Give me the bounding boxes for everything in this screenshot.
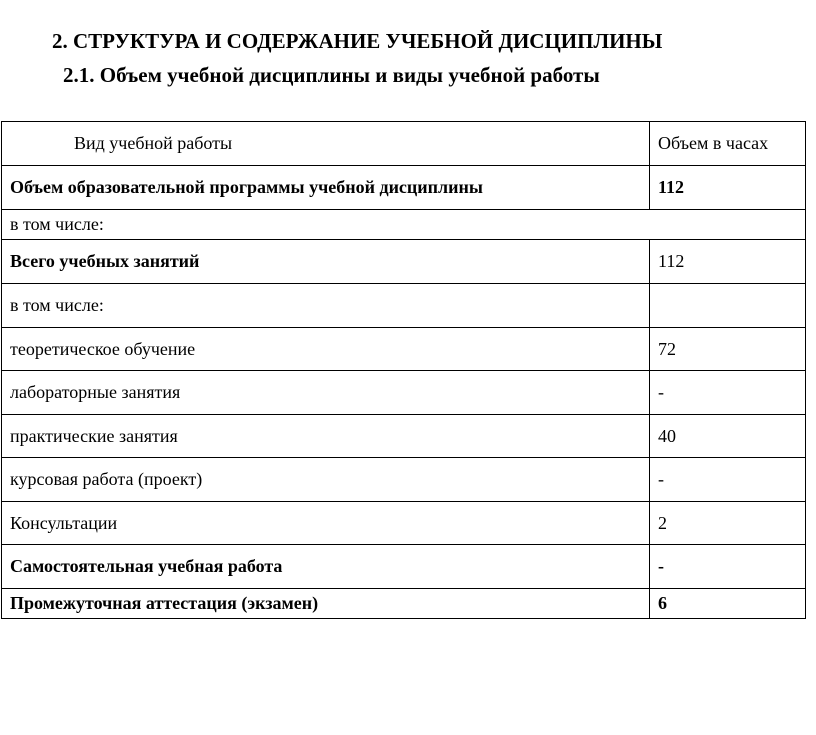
row-label: Самостоятельная учебная работа xyxy=(2,545,650,589)
table-row xyxy=(2,545,806,589)
row-value: 72 xyxy=(650,328,806,371)
row-label: Всего учебных занятий xyxy=(2,240,650,284)
table-row xyxy=(2,415,806,458)
row-value: 6 xyxy=(650,589,806,619)
table-row xyxy=(2,458,806,502)
row-value: - xyxy=(650,458,806,502)
row-value: - xyxy=(650,545,806,589)
row-label: Объем образовательной программы учебной дисциплины xyxy=(2,166,650,210)
table-row xyxy=(2,210,806,240)
column-header-work-type: Вид учебной работы xyxy=(2,122,650,166)
section-title: 2. СТРУКТУРА И СОДЕРЖАНИЕ УЧЕБНОЙ ДИСЦИПЛИНЫ xyxy=(52,29,663,53)
row-value: 2 xyxy=(650,502,806,545)
row-label: в том числе: xyxy=(2,284,650,328)
table-header-row xyxy=(2,122,806,166)
row-value: 112 xyxy=(650,166,806,210)
workload-table xyxy=(1,121,806,619)
table-row xyxy=(2,240,806,284)
row-label: лабораторные занятия xyxy=(2,371,650,415)
row-value xyxy=(650,284,806,328)
row-value: - xyxy=(650,371,806,415)
row-label: практические занятия xyxy=(2,415,650,458)
row-label: в том числе: xyxy=(2,210,806,240)
row-label: теоретическое обучение xyxy=(2,328,650,371)
table-row xyxy=(2,589,806,619)
table-row xyxy=(2,166,806,210)
table-row xyxy=(2,371,806,415)
row-label: курсовая работа (проект) xyxy=(2,458,650,502)
row-value: 40 xyxy=(650,415,806,458)
row-value: 112 xyxy=(650,240,806,284)
subsection-title: 2.1. Объем учебной дисциплины и виды учебной работы xyxy=(63,63,600,87)
column-header-hours: Объем в часах xyxy=(650,122,806,166)
table-row xyxy=(2,328,806,371)
table-row xyxy=(2,502,806,545)
table-row xyxy=(2,284,806,328)
row-label: Промежуточная аттестация (экзамен) xyxy=(2,589,650,619)
row-label: Консультации xyxy=(2,502,650,545)
